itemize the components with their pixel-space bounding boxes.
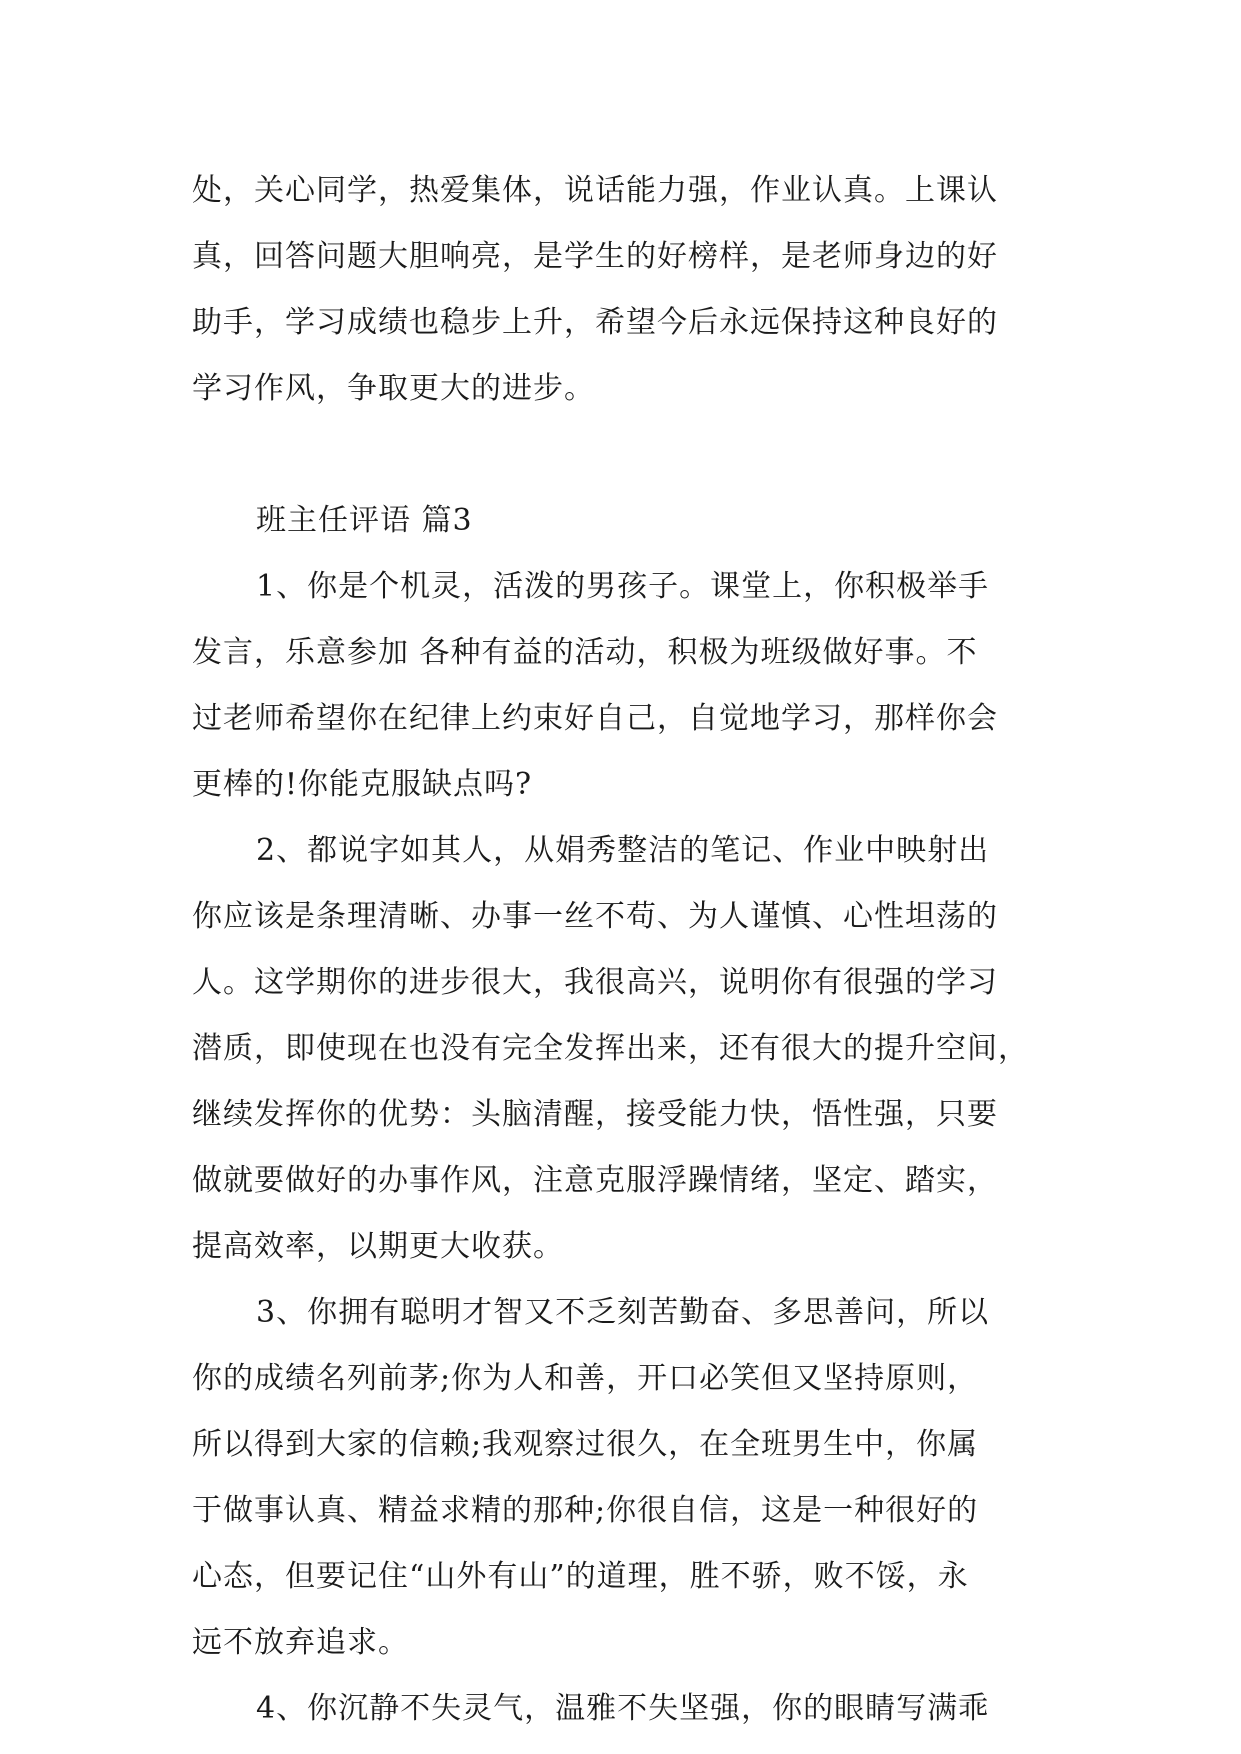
text-line: 心态，但要记住“山外有山”的道理，胜不骄，败不馁，永 bbox=[192, 1559, 969, 1594]
text-line: 继续发挥你的优势：头脑清醒，接受能力快，悟性强，只要 bbox=[192, 1097, 998, 1132]
text-line: 提高效率，以期更大收获。 bbox=[192, 1229, 564, 1264]
text-line: 远不放弃追求。 bbox=[192, 1625, 409, 1660]
text-line: 过老师希望你在纪律上约束好自己，自觉地学习，那样你会 bbox=[192, 701, 998, 736]
text-line: 1、你是个机灵，活泼的男孩子。课堂上，你积极举手 bbox=[256, 569, 990, 604]
text-line: 你应该是条理清晰、办事一丝不苟、为人谨慎、心性坦荡的 bbox=[192, 899, 998, 934]
document-page bbox=[192, 158, 1062, 1742]
text-line: 人。这学期你的进步很大，我很高兴，说明你有很强的学习 bbox=[192, 965, 998, 1000]
text-line: 学习作风，争取更大的进步。 bbox=[192, 371, 595, 406]
text-line: 真，回答问题大胆响亮，是学生的好榜样，是老师身边的好 bbox=[192, 239, 998, 274]
text-line: 4、你沉静不失灵气，温雅不失坚强，你的眼睛写满乖 bbox=[256, 1691, 990, 1726]
text-line: 于做事认真、精益求精的那种;你很自信，这是一种很好的 bbox=[192, 1493, 979, 1528]
section-heading: 班主任评语 篇3 bbox=[256, 503, 473, 538]
text-line: 潜质，即使现在也没有完全发挥出来，还有很大的提升空间， bbox=[192, 1031, 1029, 1066]
text-line: 更棒的!你能克服缺点吗? bbox=[192, 767, 533, 802]
text-line: 做就要做好的办事作风，注意克服浮躁情绪，坚定、踏实， bbox=[192, 1163, 998, 1198]
text-line: 助手，学习成绩也稳步上升，希望今后永远保持这种良好的 bbox=[192, 305, 998, 340]
text-line: 所以得到大家的信赖;我观察过很久，在全班男生中，你属 bbox=[192, 1427, 979, 1462]
text-line: 发言，乐意参加 各种有益的活动，积极为班级做好事。不 bbox=[192, 635, 978, 670]
paragraph-gap bbox=[192, 422, 1062, 488]
text-line: 你的成绩名列前茅;你为人和善，开口必笑但又坚持原则， bbox=[192, 1361, 979, 1396]
text-line: 3、你拥有聪明才智又不乏刻苦勤奋、多思善问，所以 bbox=[256, 1295, 990, 1330]
text-line: 处，关心同学，热爱集体，说话能力强，作业认真。上课认 bbox=[192, 173, 998, 208]
text-line: 2、都说字如其人，从娟秀整洁的笔记、作业中映射出 bbox=[256, 833, 990, 868]
